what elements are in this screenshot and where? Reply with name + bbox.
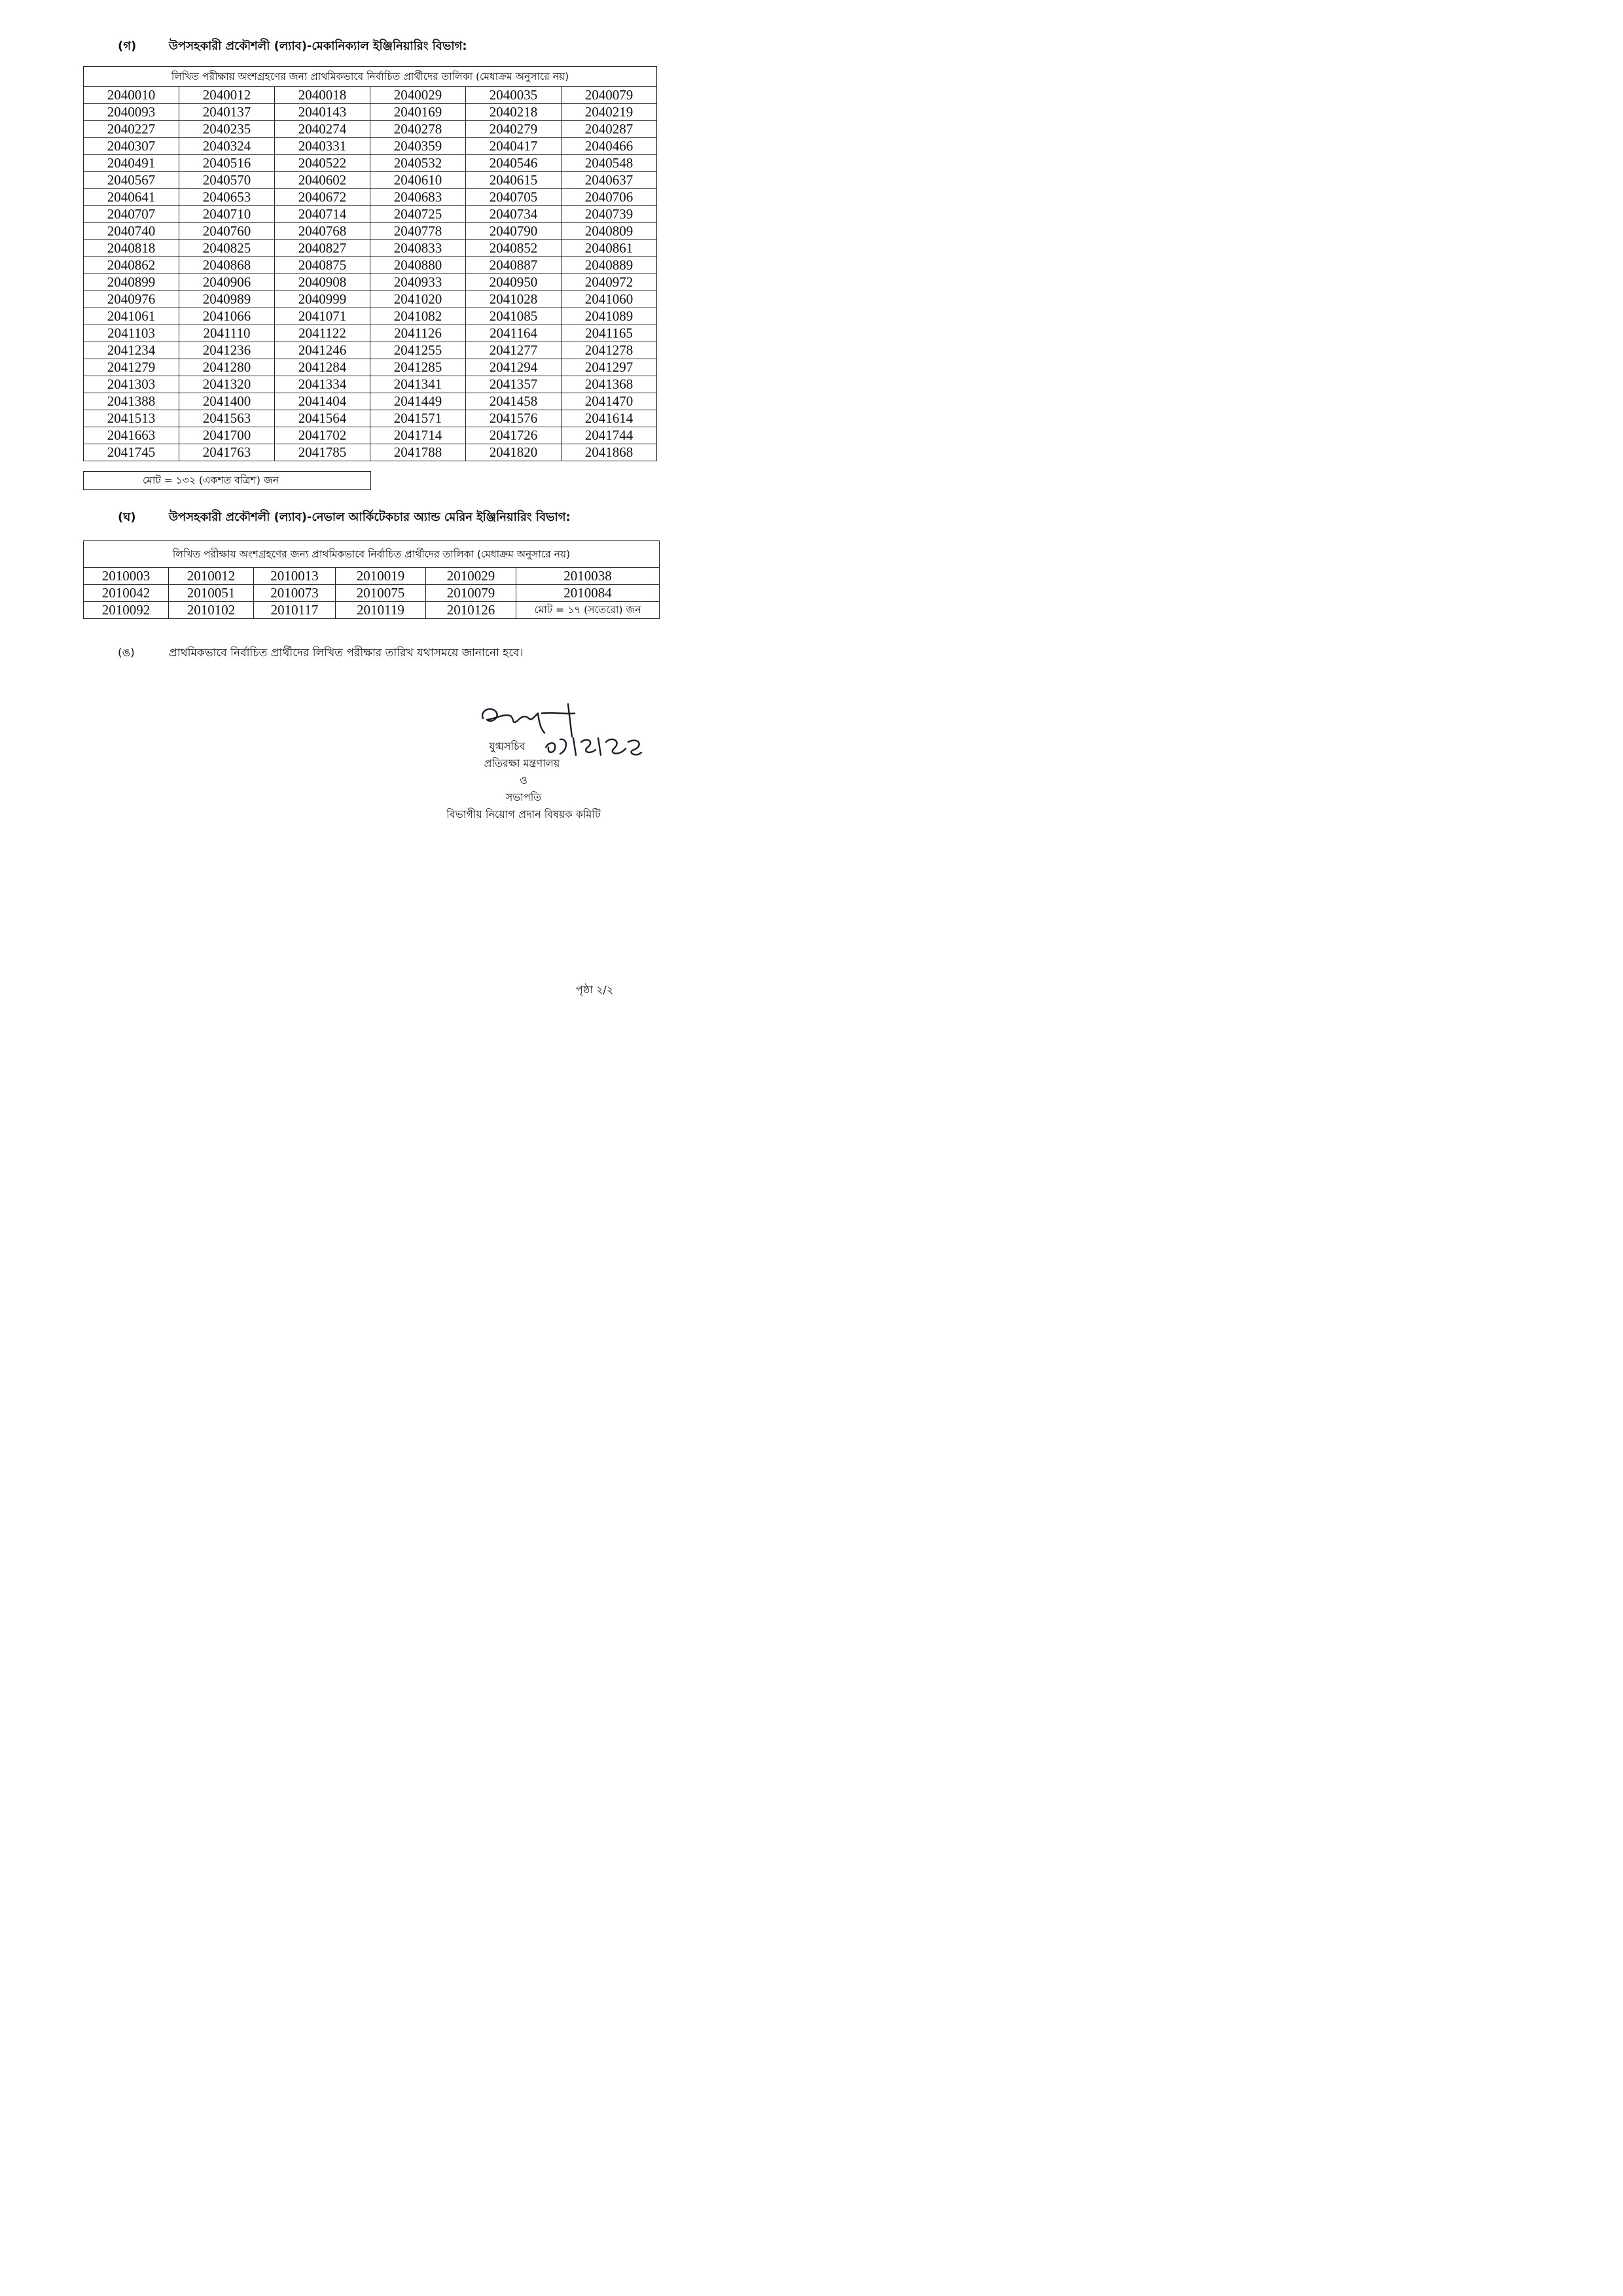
section-c-cell: 2040740 xyxy=(84,223,179,240)
section-c-table-caption: লিখিত পরীক্ষায় অংশগ্রহণের জন্য প্রাথমিকভাবে নির্বাচিত প্রার্থীদের তালিকা (মেধাক্রম অনুসারে নয়) xyxy=(84,67,657,87)
section-c-cell: 2040331 xyxy=(275,138,370,155)
section-c-cell: 2040417 xyxy=(466,138,562,155)
section-c-cell: 2040868 xyxy=(179,257,275,274)
section-c-cell: 2041563 xyxy=(179,410,275,427)
section-c-cell: 2040908 xyxy=(275,274,370,291)
section-c-row xyxy=(84,274,657,291)
section-c-cell: 2040218 xyxy=(466,104,562,121)
section-c-cell: 2040976 xyxy=(84,291,179,308)
section-c-cell: 2041277 xyxy=(466,342,562,359)
section-c-cell: 2040833 xyxy=(370,240,466,257)
section-c-row xyxy=(84,155,657,172)
section-d-table-caption: লিখিত পরীক্ষায় অংশগ্রহণের জন্য প্রাথমিকভাবে নির্বাচিত প্রার্থীদের তালিকা (মেধাক্রম অনুসারে নয়) xyxy=(84,541,660,568)
section-c-cell: 2041564 xyxy=(275,410,370,427)
section-c-cell: 2040324 xyxy=(179,138,275,155)
section-d-cell: 2010079 xyxy=(426,585,516,602)
section-c-row xyxy=(84,444,657,461)
section-c-cell: 2040278 xyxy=(370,121,466,138)
signatory-role: সভাপতি xyxy=(505,791,542,804)
section-c-cell: 2041085 xyxy=(466,308,562,325)
section-c-cell: 2040809 xyxy=(562,223,657,240)
section-c-cell: 2041234 xyxy=(84,342,179,359)
section-c-cell: 2041663 xyxy=(84,427,179,444)
section-c-cell: 2040818 xyxy=(84,240,179,257)
section-c-cell: 2040010 xyxy=(84,87,179,104)
section-c-cell: 2041089 xyxy=(562,308,657,325)
section-c-heading xyxy=(118,37,467,57)
section-c-cell: 2040827 xyxy=(275,240,370,257)
page-number: পৃষ্ঠা ২/২ xyxy=(576,983,614,996)
section-d-row xyxy=(84,585,660,602)
section-c-cell: 2040029 xyxy=(370,87,466,104)
section-d-cell: 2010117 xyxy=(254,602,336,619)
section-c-cell: 2041278 xyxy=(562,342,657,359)
section-d-cell: 2010084 xyxy=(516,585,660,602)
section-c-cell: 2040875 xyxy=(275,257,370,274)
section-c-marker: (গ) xyxy=(118,39,137,53)
section-c-cell: 2041066 xyxy=(179,308,275,325)
section-c-row xyxy=(84,206,657,223)
section-c-cell: 2040705 xyxy=(466,189,562,206)
section-c-cell: 2040653 xyxy=(179,189,275,206)
section-c-total: মোট = ১৩২ (একশত বত্রিশ) জন xyxy=(84,472,371,490)
section-c-cell: 2041020 xyxy=(370,291,466,308)
section-c-cell: 2041513 xyxy=(84,410,179,427)
section-c-cell: 2041788 xyxy=(370,444,466,461)
section-d-cell: 2010019 xyxy=(336,568,426,585)
section-c-cell: 2040169 xyxy=(370,104,466,121)
section-c-row xyxy=(84,87,657,104)
section-c-cell: 2040825 xyxy=(179,240,275,257)
section-c-cell: 2040522 xyxy=(275,155,370,172)
section-e-marker: (ঙ) xyxy=(118,646,135,660)
section-c-cell: 2041388 xyxy=(84,393,179,410)
section-c-cell: 2040933 xyxy=(370,274,466,291)
section-d-cell: 2010102 xyxy=(169,602,254,619)
section-c-row xyxy=(84,308,657,325)
section-c-cell: 2041745 xyxy=(84,444,179,461)
section-c-cell: 2041164 xyxy=(466,325,562,342)
section-c-cell: 2041785 xyxy=(275,444,370,461)
section-c-row xyxy=(84,172,657,189)
section-c-cell: 2041297 xyxy=(562,359,657,376)
signatory-committee: বিভাগীয় নিয়োগ প্রদান বিষয়ক কমিটি xyxy=(446,808,601,821)
section-c-row xyxy=(84,359,657,376)
section-c-cell: 2041285 xyxy=(370,359,466,376)
signatory-designation: যুগ্মসচিব xyxy=(489,740,526,752)
section-e-note xyxy=(118,645,524,663)
section-d-cell: 2010012 xyxy=(169,568,254,585)
section-d-cell: 2010013 xyxy=(254,568,336,585)
section-c-cell: 2040466 xyxy=(562,138,657,155)
section-c-cell: 2041571 xyxy=(370,410,466,427)
section-d-cell: 2010073 xyxy=(254,585,336,602)
section-c-row xyxy=(84,104,657,121)
section-c-cell: 2040137 xyxy=(179,104,275,121)
section-c-cell: 2041279 xyxy=(84,359,179,376)
section-c-title: উপসহকারী প্রকৌশলী (ল্যাব)-মেকানিক্যাল ইঞ্জিনিয়ারিং বিভাগ: xyxy=(169,39,467,53)
section-c-cell: 2040710 xyxy=(179,206,275,223)
section-c-cell: 2041404 xyxy=(275,393,370,410)
section-c-cell: 2041341 xyxy=(370,376,466,393)
section-c-cell: 2040287 xyxy=(562,121,657,138)
section-c-cell: 2041702 xyxy=(275,427,370,444)
section-c-cell: 2040739 xyxy=(562,206,657,223)
section-c-row xyxy=(84,427,657,444)
section-d-cell: 2010051 xyxy=(169,585,254,602)
section-c-cell: 2040219 xyxy=(562,104,657,121)
section-d-cell: 2010042 xyxy=(84,585,169,602)
section-c-cell: 2041320 xyxy=(179,376,275,393)
section-c-cell: 2040725 xyxy=(370,206,466,223)
section-c-cell: 2041726 xyxy=(466,427,562,444)
section-c-cell: 2040707 xyxy=(84,206,179,223)
section-c-cell: 2041236 xyxy=(179,342,275,359)
section-e-text: প্রাথমিকভাবে নির্বাচিত প্রার্থীদের লিখিত পরীক্ষার তারিখ যথাসময়ে জানানো হবে। xyxy=(169,646,524,660)
section-c-table xyxy=(83,66,657,461)
section-c-cell: 2040491 xyxy=(84,155,179,172)
section-d-heading xyxy=(118,508,571,528)
section-c-cell: 2041470 xyxy=(562,393,657,410)
section-d-cell: 2010003 xyxy=(84,568,169,585)
section-d-cell: 2010092 xyxy=(84,602,169,619)
section-c-cell: 2040235 xyxy=(179,121,275,138)
section-c-cell: 2040790 xyxy=(466,223,562,240)
section-c-cell: 2040079 xyxy=(562,87,657,104)
section-c-cell: 2040778 xyxy=(370,223,466,240)
section-c-cell: 2040602 xyxy=(275,172,370,189)
section-c-cell: 2041614 xyxy=(562,410,657,427)
section-c-cell: 2040950 xyxy=(466,274,562,291)
section-c-cell: 2041868 xyxy=(562,444,657,461)
section-c-cell: 2040570 xyxy=(179,172,275,189)
section-c-row xyxy=(84,189,657,206)
section-c-cell: 2040862 xyxy=(84,257,179,274)
section-c-cell: 2040768 xyxy=(275,223,370,240)
section-c-row xyxy=(84,240,657,257)
section-c-cell: 2040610 xyxy=(370,172,466,189)
section-c-cell: 2041110 xyxy=(179,325,275,342)
section-d-table xyxy=(83,540,660,619)
section-c-cell: 2041060 xyxy=(562,291,657,308)
section-c-cell: 2040887 xyxy=(466,257,562,274)
section-c-cell: 2040532 xyxy=(370,155,466,172)
section-d-cell: 2010038 xyxy=(516,568,660,585)
signatory-block xyxy=(393,738,668,823)
section-c-cell: 2040760 xyxy=(179,223,275,240)
section-c-cell: 2041303 xyxy=(84,376,179,393)
section-c-cell: 2041334 xyxy=(275,376,370,393)
section-c-cell: 2041284 xyxy=(275,359,370,376)
section-c-cell: 2040143 xyxy=(275,104,370,121)
section-c-cell: 2041744 xyxy=(562,427,657,444)
section-c-row xyxy=(84,342,657,359)
section-d-title: উপসহকারী প্রকৌশলী (ল্যাব)-নেভাল আর্কিটেকচার অ্যান্ড মেরিন ইঞ্জিনিয়ারিং বিভাগ: xyxy=(169,510,571,524)
section-c-cell: 2041820 xyxy=(466,444,562,461)
section-c-cell: 2040516 xyxy=(179,155,275,172)
section-c-cell: 2040018 xyxy=(275,87,370,104)
section-c-cell: 2040972 xyxy=(562,274,657,291)
section-c-row xyxy=(84,376,657,393)
section-c-cell: 2041294 xyxy=(466,359,562,376)
section-c-cell: 2040012 xyxy=(179,87,275,104)
section-c-cell: 2041449 xyxy=(370,393,466,410)
section-c-cell: 2040035 xyxy=(466,87,562,104)
section-c-cell: 2040546 xyxy=(466,155,562,172)
section-d-cell: 2010029 xyxy=(426,568,516,585)
section-c-cell: 2041028 xyxy=(466,291,562,308)
section-c-cell: 2040861 xyxy=(562,240,657,257)
section-c-row xyxy=(84,325,657,342)
section-c-cell: 2040274 xyxy=(275,121,370,138)
section-d-cell: 2010119 xyxy=(336,602,426,619)
section-c-cell: 2041071 xyxy=(275,308,370,325)
section-c-row xyxy=(84,223,657,240)
section-d-cell: 2010126 xyxy=(426,602,516,619)
section-c-cell: 2040672 xyxy=(275,189,370,206)
section-d-marker: (ঘ) xyxy=(118,510,136,524)
section-c-cell: 2041700 xyxy=(179,427,275,444)
section-c-cell: 2041458 xyxy=(466,393,562,410)
section-c-cell: 2040852 xyxy=(466,240,562,257)
section-c-row xyxy=(84,257,657,274)
section-c-row xyxy=(84,291,657,308)
section-c-cell: 2041255 xyxy=(370,342,466,359)
section-c-cell: 2041280 xyxy=(179,359,275,376)
section-c-cell: 2041357 xyxy=(466,376,562,393)
section-c-cell: 2040889 xyxy=(562,257,657,274)
section-c-cell: 2041103 xyxy=(84,325,179,342)
section-c-cell: 2040307 xyxy=(84,138,179,155)
section-d-cell: 2010075 xyxy=(336,585,426,602)
section-c-cell: 2041061 xyxy=(84,308,179,325)
signatory-conjunction: ও xyxy=(520,774,527,786)
section-c-cell: 2041165 xyxy=(562,325,657,342)
section-c-cell: 2040706 xyxy=(562,189,657,206)
section-d-total: মোট = ১৭ (সতেরো) জন xyxy=(516,602,660,619)
section-c-cell: 2040899 xyxy=(84,274,179,291)
section-c-cell: 2040548 xyxy=(562,155,657,172)
section-c-row xyxy=(84,121,657,138)
signatory-ministry: প্রতিরক্ষা মন্ত্রণালয় xyxy=(484,757,560,769)
section-c-cell: 2040637 xyxy=(562,172,657,189)
section-c-cell: 2040093 xyxy=(84,104,179,121)
section-c-cell: 2041368 xyxy=(562,376,657,393)
section-c-cell: 2040641 xyxy=(84,189,179,206)
section-c-cell: 2041246 xyxy=(275,342,370,359)
section-c-cell: 2040989 xyxy=(179,291,275,308)
section-c-cell: 2040359 xyxy=(370,138,466,155)
section-c-cell: 2041126 xyxy=(370,325,466,342)
section-c-cell: 2041122 xyxy=(275,325,370,342)
section-d-row xyxy=(84,602,660,619)
section-c-cell: 2040714 xyxy=(275,206,370,223)
section-c-row xyxy=(84,410,657,427)
section-c-cell: 2041082 xyxy=(370,308,466,325)
section-c-total-box xyxy=(83,471,371,490)
section-c-cell: 2041763 xyxy=(179,444,275,461)
section-c-cell: 2040567 xyxy=(84,172,179,189)
section-c-cell: 2040880 xyxy=(370,257,466,274)
section-c-cell: 2040906 xyxy=(179,274,275,291)
section-c-cell: 2040734 xyxy=(466,206,562,223)
section-c-row xyxy=(84,138,657,155)
section-c-cell: 2040615 xyxy=(466,172,562,189)
section-c-cell: 2040999 xyxy=(275,291,370,308)
section-c-cell: 2041400 xyxy=(179,393,275,410)
section-c-cell: 2041714 xyxy=(370,427,466,444)
section-c-cell: 2041576 xyxy=(466,410,562,427)
section-c-cell: 2040683 xyxy=(370,189,466,206)
section-d-row xyxy=(84,568,660,585)
section-c-cell: 2040279 xyxy=(466,121,562,138)
section-c-cell: 2040227 xyxy=(84,121,179,138)
section-c-row xyxy=(84,393,657,410)
